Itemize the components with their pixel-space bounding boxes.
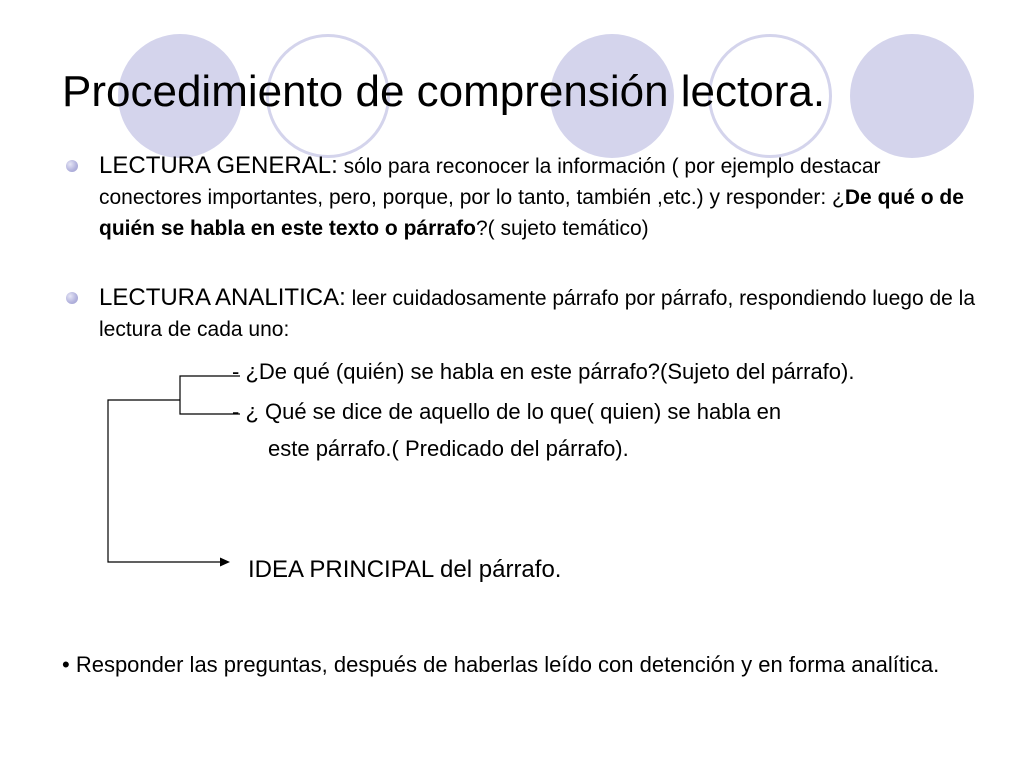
bullet-icon [66, 160, 78, 172]
inner-bracket [180, 376, 240, 414]
question-predicado-continued: este párrafo.( Predicado del párrafo). [268, 436, 629, 461]
item-bold-question: De qué o de quién se habla en este texto o párrafo [99, 186, 964, 240]
item-lectura-analitica [99, 283, 979, 345]
outer-bracket [108, 400, 222, 562]
idea-principal: IDEA PRINCIPAL del párrafo. [248, 556, 562, 583]
item-text: leer cuidadosamente párrafo por párrafo, respondiendo luego de la lectura de cada uno: [99, 287, 976, 341]
item-lead: LECTURA GENERAL: [99, 152, 338, 179]
slide-title: Procedimiento de comprensión lectora. [62, 67, 826, 116]
bottom-note: • Responder las preguntas, después de haberlas leído con detención y en forma analítica. [62, 652, 940, 677]
arrow-head-icon [220, 558, 230, 567]
item-text: sólo para reconocer la información ( por ejemplo destacar conectores importantes, pero, porque, por lo tanto, también ,etc.) y responder: ¿ [99, 155, 881, 209]
item-lead: LECTURA ANALITICA: [99, 284, 346, 311]
item-text-after: ?( sujeto temático) [475, 217, 649, 240]
decorative-circle-3 [850, 34, 974, 158]
question-predicado: - ¿ Qué se dice de aquello de lo que( quien) se habla en [232, 399, 782, 424]
item-lectura-general [99, 151, 979, 244]
bullet-icon [66, 292, 78, 304]
question-sujeto: - ¿De qué (quién) se habla en este párrafo?(Sujeto del párrafo). [232, 359, 855, 384]
